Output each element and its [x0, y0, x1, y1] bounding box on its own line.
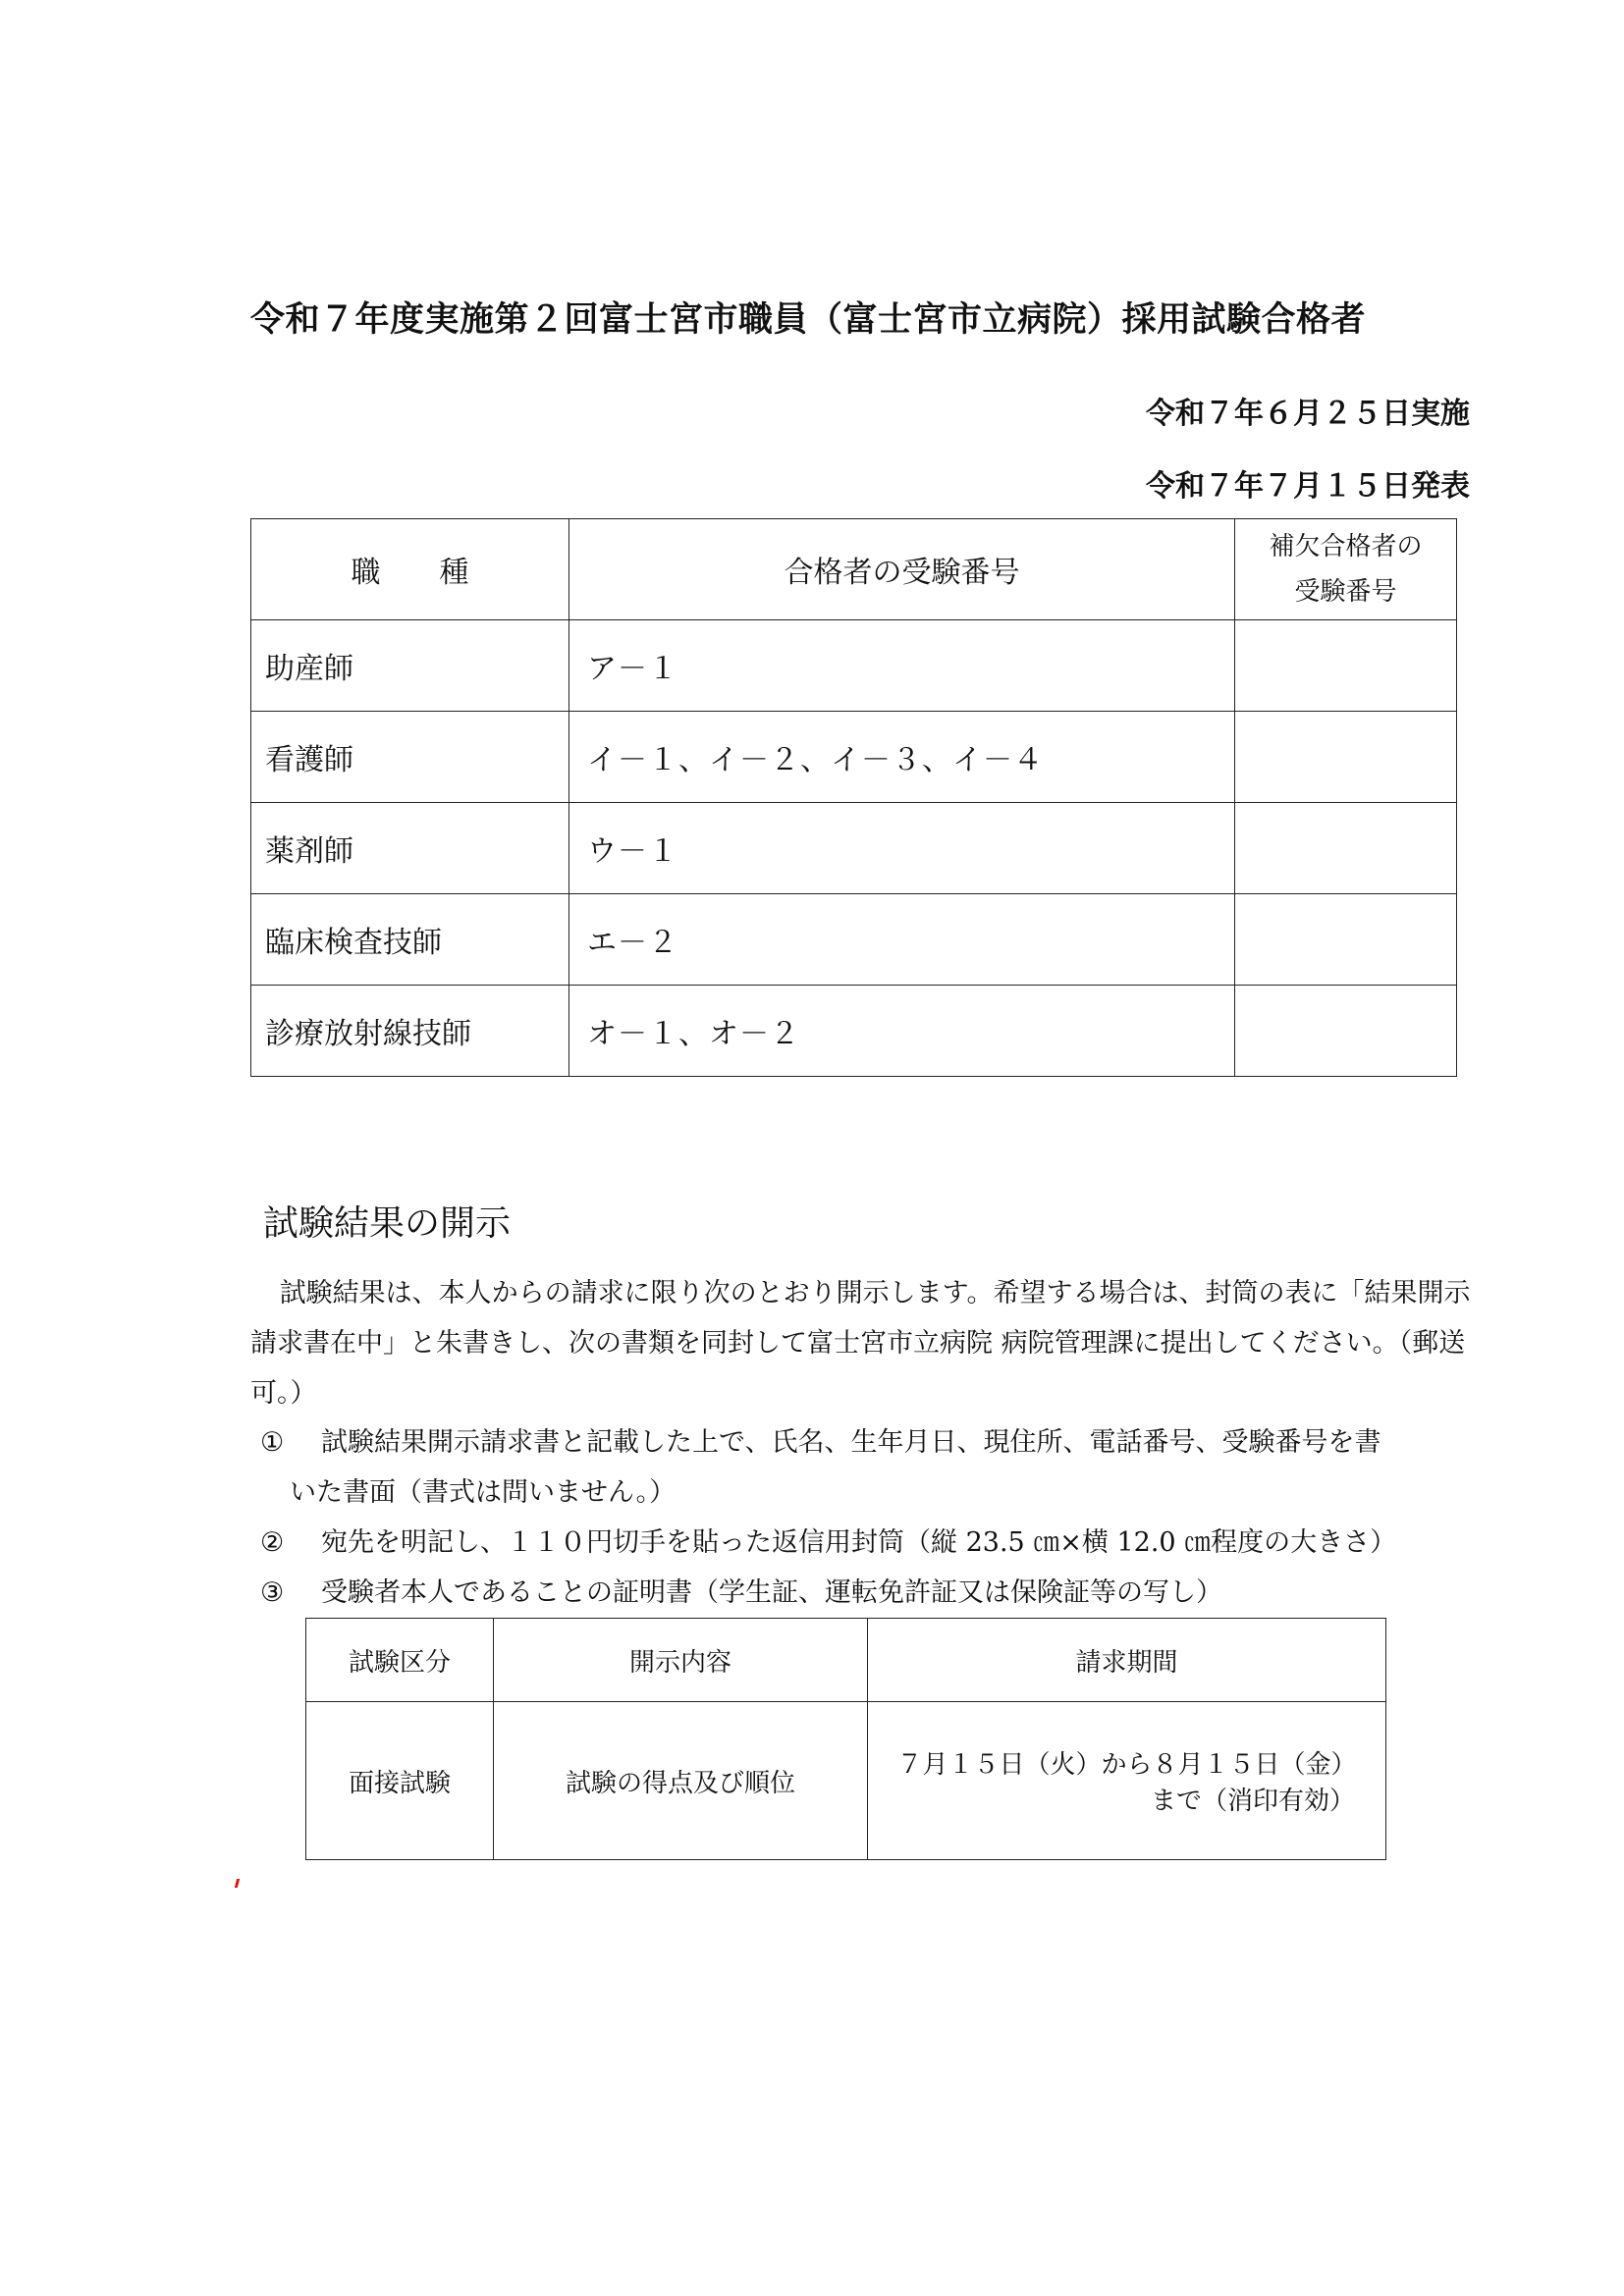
alternate-cell: [1235, 986, 1457, 1077]
disclosure-paragraph: 試験結果は、本人からの請求に限り次のとおり開示します。希望する場合は、封筒の表に「結果開示請求書在中」と朱書きし、次の書類を同封して富士宮市立病院 病院管理課に提出してください。（郵送可。）: [250, 1278, 1471, 1409]
job-cell: 診療放射線技師: [251, 986, 569, 1077]
header-alternate: [1235, 519, 1457, 620]
exam-date: 令和７年６月２５日実施: [1146, 397, 1470, 431]
job-cell: 薬剤師: [251, 803, 569, 894]
list-item-text: 試験結果開示請求書と記載した上で、氏名、生年月日、現住所、電話番号、受験番号を書: [321, 1427, 1381, 1458]
list-item-continuation: いた書面（書式は問いません。）: [290, 1477, 677, 1508]
stray-red-mark: [235, 1879, 240, 1888]
content-cell: 試験の得点及び順位: [494, 1702, 868, 1860]
list-marker: ②: [260, 1527, 285, 1558]
job-cell: 看護師: [251, 712, 569, 803]
list-marker: ③: [260, 1577, 285, 1608]
alternate-cell: [1235, 894, 1457, 986]
section-heading: 試験結果の開示: [263, 1203, 512, 1244]
list-item: [260, 1417, 1470, 1518]
table-row: [306, 1702, 1386, 1860]
list-item: [260, 1568, 1470, 1618]
disclosure-table: [305, 1618, 1386, 1860]
header-alternate-line2: 受験番号: [1294, 577, 1397, 607]
passers-cell: ア－１: [569, 620, 1235, 712]
period-line2: まで（消印有効）: [1150, 1787, 1355, 1816]
period-cell: [868, 1702, 1386, 1860]
header-job: 職 種: [251, 519, 569, 620]
table-row: [251, 620, 1457, 712]
passers-cell: イ－１、イ－２、イ－３、イ－４: [569, 712, 1235, 803]
header-alternate-line1: 補欠合格者の: [1269, 532, 1423, 561]
passers-cell: オ－１、オ－２: [569, 986, 1235, 1077]
period-line1: ７月１５日（火）から８月１５日（金）: [896, 1750, 1357, 1780]
list-item: [260, 1518, 1470, 1568]
header-passers: 合格者の受験番号: [569, 519, 1235, 620]
table-row: [251, 986, 1457, 1077]
category-cell: 面接試験: [306, 1702, 494, 1860]
alternate-cell: [1235, 803, 1457, 894]
list-item-text: 宛先を明記し、１１０円切手を貼った返信用封筒（縦 23.5 ㎝×横 12.0 ㎝程度の大きさ）: [321, 1527, 1397, 1558]
header-content: 開示内容: [494, 1619, 868, 1702]
table-row: [251, 894, 1457, 986]
table-row: [251, 712, 1457, 803]
results-table: [250, 518, 1457, 1077]
alternate-cell: [1235, 620, 1457, 712]
passers-cell: エ－２: [569, 894, 1235, 986]
passers-cell: ウ－１: [569, 803, 1235, 894]
header-category: 試験区分: [306, 1619, 494, 1702]
document-title: 令和７年度実施第２回富士宮市職員（富士宮市立病院）採用試験合格者: [250, 300, 1367, 340]
job-cell: 臨床検査技師: [251, 894, 569, 986]
list-marker: ①: [260, 1427, 285, 1458]
header-period: 請求期間: [868, 1619, 1386, 1702]
announcement-date: 令和７年７月１５日発表: [1146, 469, 1470, 504]
list-item-text: 受験者本人であることの証明書（学生証、運転免許証又は保険証等の写し）: [321, 1577, 1222, 1608]
table-row: [251, 803, 1457, 894]
alternate-cell: [1235, 712, 1457, 803]
job-cell: 助産師: [251, 620, 569, 712]
disclosure-table-header-row: [306, 1619, 1386, 1702]
results-table-header-row: [251, 519, 1457, 620]
